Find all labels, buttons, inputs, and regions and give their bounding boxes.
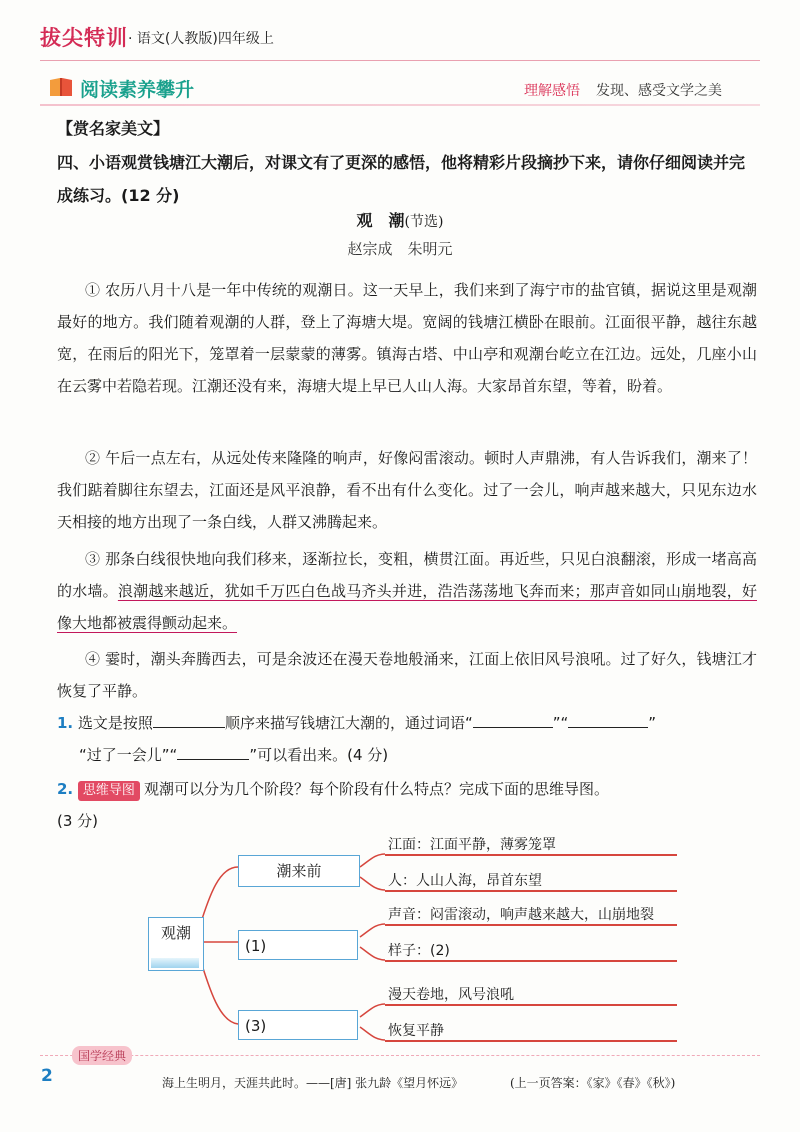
mind-map-root xyxy=(148,917,204,971)
article-title-note: (节选) xyxy=(404,214,444,230)
header-divider xyxy=(40,60,760,61)
paragraph-3 xyxy=(57,543,757,639)
question-2-number: 2. xyxy=(57,780,74,798)
question-1-number: 1. xyxy=(57,714,74,732)
leaf-people: 人：人山人海，昂首东望 xyxy=(388,873,542,889)
article-authors: 赵宗成 朱明元 xyxy=(347,240,453,258)
article-title xyxy=(0,208,800,231)
leaf-line xyxy=(385,924,677,926)
leaf-line xyxy=(385,1004,677,1006)
answer-blank-order[interactable] xyxy=(153,711,225,728)
branch-3-box[interactable] xyxy=(238,1010,358,1040)
branch-2-label: (1) xyxy=(245,937,267,955)
branch-1-label: 潮来前 xyxy=(276,862,322,880)
question-1 xyxy=(57,707,762,771)
page-number: 2 xyxy=(41,1066,53,1086)
paragraph-4: ④ 霎时，潮头奔腾西去，可是余波还在漫天卷地般涌来，江面上依旧风号浪吼。过了好久，钱塘江才恢复了平静。 xyxy=(57,650,757,700)
article-title-text: 观 潮 xyxy=(356,211,405,230)
open-book-icon xyxy=(48,76,74,98)
leaf-sound: 声音：闷雷滚动，响声越来越大，山崩地裂 xyxy=(388,907,654,923)
leaf-line xyxy=(385,854,677,856)
branch-before-tide xyxy=(238,855,360,887)
section-underline xyxy=(40,104,760,106)
footer-quote: 海上生明月，天涯共此时。——[唐] 张九龄《望月怀远》 xyxy=(162,1076,464,1090)
question-1-text-e: “过了一会儿”“ xyxy=(79,746,178,764)
question-1-text-c: ”“ xyxy=(552,714,569,732)
mind-map-root-label: 观潮 xyxy=(160,924,191,942)
mind-map xyxy=(140,832,700,1047)
branch-3-label: (3) xyxy=(245,1017,267,1035)
paragraph-2: ② 午后一点左右，从远处传来隆隆的响声，好像闷雷滚动。顿时人声鼎沸，有人告诉我们，潮来了！我们踮着脚往东望去，江面还是风平浪静，看不出有什么变化。过了一会儿，响声越来越大，只见东边水天相接的地方出现了一条白线，人群又沸腾起来。 xyxy=(57,449,757,531)
footer-tag: 国学经典 xyxy=(72,1046,132,1065)
brand-logo: 拔尖特训 xyxy=(40,26,128,50)
section-tag-detail: 发现、感受文学之美 xyxy=(596,83,722,99)
leaf-line xyxy=(385,960,677,962)
wave-decoration xyxy=(151,958,199,968)
answer-blank-word-2[interactable] xyxy=(568,711,648,728)
leaf-line xyxy=(385,890,677,892)
answer-blank-word-1[interactable] xyxy=(473,711,553,728)
question-2-score: (3 分) xyxy=(57,812,99,830)
question-1-text-d: ” xyxy=(648,714,657,732)
question-4-intro: 四、小语观赏钱塘江大潮后，对课文有了更深的感悟，他将精彩片段摘抄下来，请你仔细阅读并完成练习。(12 分) xyxy=(57,153,746,205)
section-label: 【赏名家美文】 xyxy=(57,119,170,138)
answer-blank-word-3[interactable] xyxy=(177,743,249,760)
paragraph-1: ① 农历八月十八是一年中传统的观潮日。这一天早上，我们来到了海宁市的盐官镇，据说这里是观潮最好的地方。我们随着观潮的人群，登上了海塘大堤。宽阔的钱塘江横卧在眼前。江面很平静，越往东越宽，在雨后的阳光下，笼罩着一层蒙蒙的薄雾。镇海古塔、中山亭和观潮台屹立在江边。远处，几座小山在云雾中若隐若现。江潮还没有来，海塘大堤上早已人山人海。大家昂首东望，等着，盼着。 xyxy=(57,281,757,395)
question-1-text-b: 顺序来描写钱塘江大潮的，通过词语“ xyxy=(224,714,473,732)
leaf-line xyxy=(385,1040,677,1042)
branch-2-box[interactable] xyxy=(238,930,358,960)
leaf-calm: 恢复平静 xyxy=(388,1023,444,1039)
paragraph-3-text: ③ 那条白线很快地向我们移来，逐渐拉长，变粗，横贯江面。再近些，只见白浪翻滚，形成一堵高高的水墙。 xyxy=(57,550,757,600)
footer-divider xyxy=(40,1055,760,1056)
section-title: 阅读素养攀升 xyxy=(80,79,195,101)
leaf-aftermath: 漫天卷地，风号浪吼 xyxy=(388,987,514,1003)
question-1-text-a: 选文是按照 xyxy=(77,714,153,732)
footer-previous-answer: (上一页答案：《家》《春》《秋》) xyxy=(510,1076,676,1090)
question-1-text-f: ”可以看出来。(4 分) xyxy=(249,746,389,764)
book-subtitle: · 语文(人教版)四年级上 xyxy=(128,31,274,47)
mindmap-tag: 思维导图 xyxy=(78,781,140,801)
section-tag: 理解感悟 xyxy=(524,83,580,99)
paragraph-3-underlined: 浪潮越来越近，犹如千万匹白色战马齐头并进，浩浩荡荡地飞奔而来；那声音如同山崩地裂，好像大地都被震得颤动起来。 xyxy=(57,582,757,632)
leaf-appearance[interactable]: 样子：(2) xyxy=(388,943,450,959)
question-2-text: 观潮可以分为几个阶段？每个阶段有什么特点？完成下面的思维导图。 xyxy=(143,780,609,798)
leaf-river-surface: 江面：江面平静，薄雾笼罩 xyxy=(388,837,556,853)
question-2 xyxy=(57,773,762,837)
